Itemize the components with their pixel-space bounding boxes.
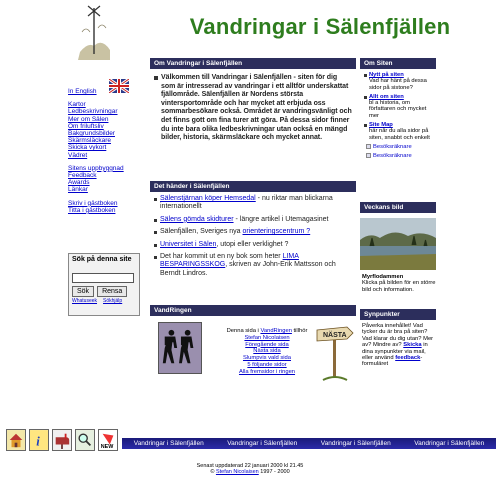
news-link[interactable]: Universitet i Sälen (160, 240, 217, 248)
language-link[interactable]: In English (68, 88, 97, 95)
bullet-icon (364, 74, 367, 77)
right-entry: Allt om siten bl a historia, om författaren och mycket mer (360, 91, 436, 119)
bullet-icon (154, 256, 157, 259)
news-link[interactable]: LIMA BESPARINGSSKOG (160, 253, 299, 269)
next-five-link[interactable]: 5 följande sidor (247, 361, 287, 368)
nav-link-om-friluftsliv[interactable]: Om friluftsliv (68, 122, 104, 130)
vandringen-link[interactable]: VandRingen (260, 328, 292, 334)
visitor-counter[interactable]: Besöksräknare (360, 144, 436, 150)
nav-link-ledbeskrivningar[interactable]: Ledbeskrivningar (68, 108, 118, 116)
welcome-header: Om Vandringar i Sälenfjällen (150, 58, 356, 69)
previous-site-link[interactable]: Föregående sida (245, 341, 289, 348)
last-updated-text: Senast uppdaterad 22 januari 2000 kl 21.45 (196, 463, 304, 469)
welcome-text: Välkommen till Vandringar i Sälenfjällen - siten för dig som är intresserad av vandringar i ett alltför underskattat fjällområde. Sälenfjällen är Nordens största vintersportområde och har mycket att erbjuda oss sommarbesökare också. Området är vandringsvänligt och det finns gott om fina turer att göra. På dessa sidor finner du inte bara olika ledbeskrivningar utan också en mängd bilder, historia, skärmsläckare och mycket annat. (161, 74, 352, 142)
broken-image-icon (366, 153, 371, 158)
info-icon[interactable] (29, 429, 49, 451)
new-icon[interactable] (98, 429, 118, 451)
synpunkter-header: Synpunkter (360, 309, 436, 320)
search-input[interactable] (72, 273, 134, 283)
page-title: Vandringar i Sälenfjällen (189, 14, 451, 39)
feedback-link[interactable]: feedback (395, 355, 421, 362)
weekly-photo-title: Myrflodammen (362, 274, 404, 280)
search-title: Sök på denna site (72, 256, 132, 263)
hikers-logo-icon[interactable] (158, 322, 202, 374)
mailbox-icon[interactable] (52, 429, 72, 451)
ring-owner-link[interactable]: Stefan Nicolaisen (244, 334, 290, 341)
bullet-icon (154, 198, 157, 201)
om-siten-header: Om Siten (360, 58, 436, 69)
search-icon[interactable] (75, 429, 95, 451)
synpunkter-text: Påverka innehållet! Vad tycker du är bra på siten? Vad klarar du dig utan? Mer av? Mindre av? Skicka in dina synpunkter via mail, eller använd feedback-formuläret (362, 323, 434, 368)
news-list (150, 195, 356, 282)
nav-link-skicka-vykort[interactable]: Skicka vykort (68, 144, 107, 152)
news-link[interactable]: Sälens gömda skidturer (160, 215, 234, 223)
nav-link-kartor[interactable]: Kartor (68, 101, 86, 109)
bottom-toolbar (4, 429, 496, 451)
news-header: Det händer i Sälenfjällen (150, 181, 356, 192)
whatuseek-link[interactable]: Whatuseek (72, 298, 98, 304)
nav-link-skriv-gastboken[interactable]: Skriv i gästboken (68, 199, 118, 207)
visitor-counter[interactable]: Besöksräknare (360, 153, 436, 159)
broken-image-icon (366, 144, 371, 149)
svg-text:i: i (36, 434, 40, 449)
bullet-icon (364, 96, 367, 99)
bullet-icon (154, 76, 158, 80)
svg-text:NEW: NEW (100, 444, 114, 451)
nav-link-lankar[interactable]: Länkar (68, 186, 88, 194)
site-name-ribbon: Vandringar i Sälenfjällen Vandringar i Sälenfjällen Vandringar i Sälenfjällen Vandringar i Sälenfjällen (122, 438, 496, 449)
news-item: Sälens gömda skidturer - längre artikel i Utemagasinet (154, 216, 356, 224)
random-site-link[interactable]: Slumpvis vald sida (242, 355, 291, 362)
bullet-icon (154, 244, 157, 247)
right-column (360, 58, 436, 159)
bullet-icon (154, 231, 157, 234)
veckans-bild-header: Veckans bild (360, 202, 436, 213)
nav-link-titta-gastboken[interactable]: Titta i gästboken (68, 206, 116, 214)
news-link[interactable]: Sälenstjärnan köper Hemsedal (160, 195, 256, 202)
signpost-icon[interactable] (315, 322, 355, 382)
nav-link-feedback[interactable]: Feedback (68, 172, 97, 180)
news-item: Sälenfjällen, Sveriges nya orienteringscentrum ? (154, 228, 356, 236)
vandringen-header: VandRingen (150, 305, 356, 316)
uk-flag-icon[interactable] (109, 79, 129, 93)
nytt-pa-siten-link[interactable]: Nytt på siten (369, 72, 404, 78)
next-site-link[interactable]: Nästa sida (253, 348, 281, 355)
vandringen-links: Denna sida i VandRingen tillhör Stefan Nicolaisen Föregående sida Nästa sida Slumpvis vald sida 5 följande sidor Alla fremsidor i ringen (212, 328, 322, 376)
bullet-icon (154, 219, 157, 222)
nav-link-mer-om-salen[interactable]: Mer om Sälen (68, 115, 109, 123)
skicka-link[interactable]: Skicka (403, 342, 422, 349)
all-ring-sites-link[interactable]: Alla fremsidor i ringen (238, 368, 296, 375)
home-icon[interactable] (6, 429, 26, 451)
news-item: Det har kommit ut en ny bok som heter LIMA BESPARINGSSKOG, skriven av John-Erik Mattsson och Berndt Lindros. (154, 253, 356, 278)
news-item: Sälenstjärnan köper Hemsedal - nu riktar man blickarna internationellt (154, 195, 356, 212)
allt-om-siten-link[interactable]: Allt om siten (369, 93, 404, 100)
nav-link-bakgrundsbilder[interactable]: Bakgrundsbilder (68, 130, 115, 138)
search-button[interactable]: Sök (72, 286, 94, 297)
site-map-link[interactable]: Site Map (369, 122, 393, 129)
news-link[interactable]: orienteringscentrum ? (242, 228, 311, 236)
nav-link-sitens-uppbyggnad[interactable]: Sitens uppbyggnad (68, 164, 124, 172)
weekly-photo-caption: Myrflodammen Klicka på bilden för en större bild och information. (362, 274, 436, 293)
author-link[interactable]: Stefan Nicolaisen (215, 469, 259, 476)
nav-link-vadret[interactable]: Vädret (68, 151, 88, 159)
search-box (68, 253, 140, 316)
search-help-link[interactable]: Sökhjälp (103, 298, 123, 304)
signpost-label: NÄSTA (323, 332, 347, 339)
clear-button[interactable]: Rensa (97, 286, 127, 297)
left-nav (68, 88, 138, 220)
vandringen-section (150, 318, 356, 388)
welcome-section (150, 58, 356, 147)
right-entry: Site Map här når du alla sidor på siten, snabbt och enkelt (360, 119, 436, 141)
footer: Senast uppdaterad 22 januari 2000 kl 21.45 © Stefan Nicolaisen 1997 - 2000 (150, 463, 350, 476)
nav-link-skarmslackare[interactable]: Skärmsläckare (68, 137, 111, 145)
weekly-photo[interactable] (360, 218, 436, 270)
site-logo (76, 2, 112, 60)
news-item: Universitet i Sälen, utopi eller verklighet ? (154, 241, 356, 249)
right-entry: Nytt på siten Vad har hänt på dessa sidor på sistone? (360, 69, 436, 91)
bullet-icon (364, 124, 367, 127)
nav-link-awards[interactable]: Awards (68, 179, 90, 187)
